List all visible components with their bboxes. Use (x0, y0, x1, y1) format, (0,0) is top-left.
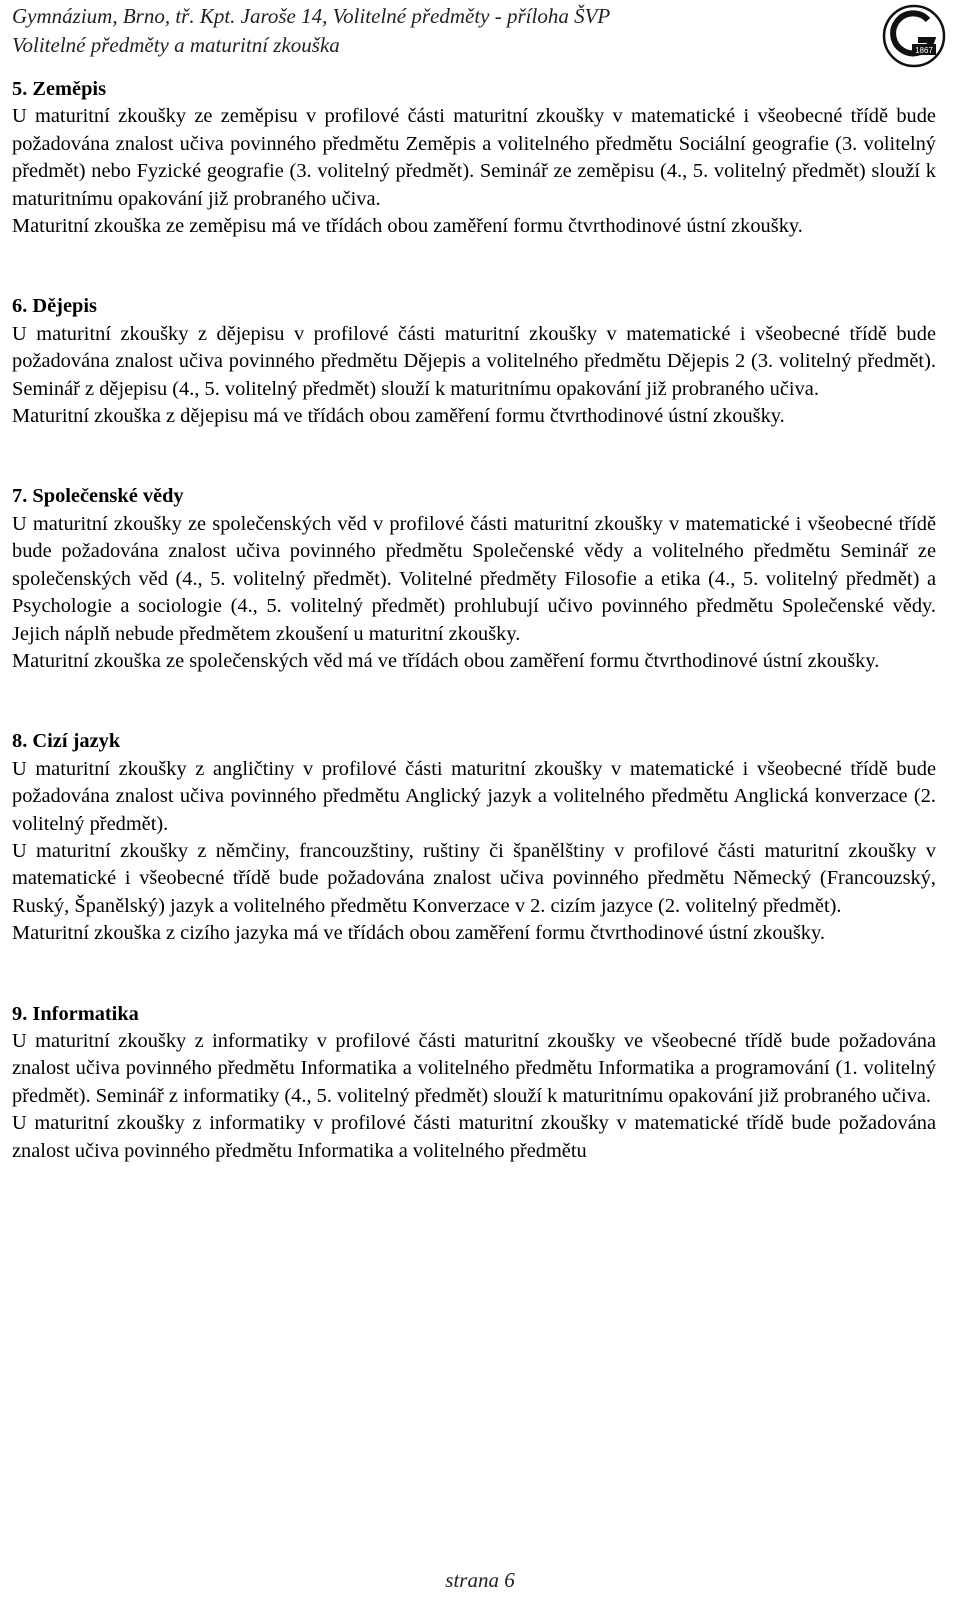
section-paragraph: Maturitní zkouška ze společenských věd má ve třídách obou zaměření formu čtvrthodinové ústní zkoušky. (12, 649, 880, 672)
school-logo (882, 4, 946, 68)
header-document-line: Volitelné předměty a maturitní zkouška (12, 33, 340, 57)
section-paragraph: U maturitní zkoušky z informatiky v profilové části maturitní zkoušky v matematické třídě bude požadována znalost učiva povinného předmětu Informatika a volitelného předmětu (12, 1112, 936, 1162)
section (12, 1001, 936, 1165)
section-heading: 8. Cizí jazyk (12, 730, 121, 753)
section-paragraph: U maturitní zkoušky z informatiky v profilové části maturitní zkoušky ve všeobecné třídě bude požadována znalost učiva povinného předmětu Informatika a volitelného předmětu Informatika a programování (1. volitelný předmět). Seminář z informatiky (4., 5. volitelný předmět) slouží k maturitnímu opakování již probraného učiva. (12, 1029, 936, 1107)
header-school-line: Gymnázium, Brno, tř. Kpt. Jaroše 14, Volitelné předměty - příloha ŠVP (12, 4, 611, 28)
document-body (12, 76, 936, 1218)
section-paragraph: U maturitní zkoušky z němčiny, francouzštiny, ruštiny či španělštiny v profilové části maturitní zkoušky v matematické i všeobecné třídě bude požadována znalost učiva povinného předmětu Německý (Francouzský, Ruský, Španělský) jazyk a volitelného předmětu Konverzace v 2. cizím jazyce (2. volitelný předmět). (12, 839, 936, 917)
section-paragraph: U maturitní zkoušky z dějepisu v profilové části maturitní zkoušky v matematické i všeobecné třídě bude požadována znalost učiva povinného předmětu Dějepis a volitelného předmětu Dějepis 2 (3. volitelný předmět). Seminář z dějepisu (4., 5. volitelný předmět) slouží k maturitnímu opakování již probraného učiva. (12, 322, 936, 400)
section-heading: 9. Informatika (12, 1002, 139, 1025)
section-heading: 6. Dějepis (12, 295, 97, 318)
section-paragraph: Maturitní zkouška z cizího jazyka má ve třídách obou zaměření formu čtvrthodinové ústní zkoušky. (12, 922, 825, 945)
section (12, 728, 936, 947)
section-heading: 5. Zeměpis (12, 78, 107, 100)
section (12, 483, 936, 675)
page-number: strana 6 (445, 1568, 515, 1592)
section (12, 76, 936, 240)
section (12, 293, 936, 430)
section-paragraph: U maturitní zkoušky ze společenských věd v profilové části maturitní zkoušky v matematické i všeobecné třídě bude požadována znalost učiva povinného předmětu Společenské vědy a volitelného předmětu Seminář ze společenských věd (4., 5. volitelný předmět). Volitelné předměty Filosofie a etika (4., 5. volitelný předmět) a Psychologie a sociologie (4., 5. volitelný předmět) prohlubují učivo povinného předmětu Společenské vědy. Jejich náplň nebude předmětem zkoušení u maturitní zkoušky. (12, 512, 936, 645)
section-paragraph: Maturitní zkouška z dějepisu má ve třídách obou zaměření formu čtvrthodinové ústní zkoušky. (12, 405, 785, 428)
section-paragraph: Maturitní zkouška ze zeměpisu má ve třídách obou zaměření formu čtvrthodinové ústní zkoušky. (12, 215, 803, 238)
section-paragraph: U maturitní zkoušky z angličtiny v profilové části maturitní zkoušky v matematické i všeobecné třídě bude požadována znalost učiva povinného předmětu Anglický jazyk a volitelného předmětu Anglická konverzace (2. volitelný předmět). (12, 757, 936, 835)
section-paragraph: U maturitní zkoušky ze zeměpisu v profilové části maturitní zkoušky v matematické i všeobecné třídě bude požadována znalost učiva povinného předmětu Zeměpis a volitelného předmětu Sociální geografie (3. volitelný předmět) nebo Fyzické geografie (3. volitelný předmět). Seminář ze zeměpisu (4., 5. volitelný předmět) slouží k maturitnímu opakování již probraného učiva. (12, 105, 936, 210)
section-heading: 7. Společenské vědy (12, 485, 184, 508)
logo-year: 1867 (915, 46, 933, 55)
page-header (12, 2, 872, 60)
